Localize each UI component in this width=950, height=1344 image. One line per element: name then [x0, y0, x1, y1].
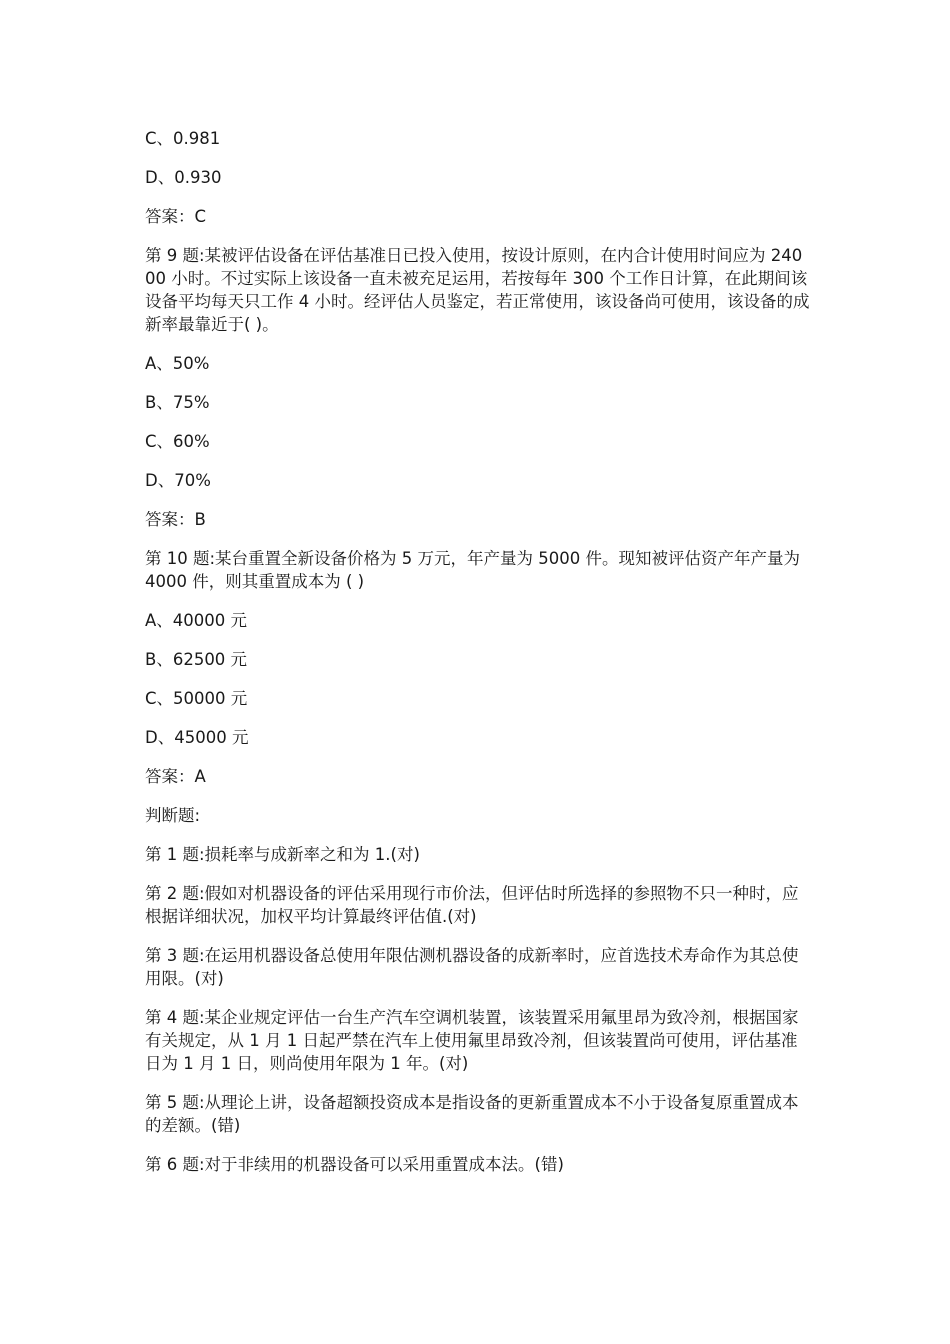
- section-heading-true-false: 判断题:: [145, 806, 201, 825]
- q10-answer: 答案：A: [145, 767, 206, 786]
- q10-option-d: D、45000 元: [145, 728, 249, 747]
- document-body: [145, 127, 810, 1192]
- answer-previous: 答案：C: [145, 207, 207, 226]
- q10-option-b: B、62500 元: [145, 650, 248, 669]
- tf-question-5: 第 5 题:从理论上讲，设备超额投资成本是指设备的更新重置成本不小于设备复原重置成本的差额。(错): [145, 1093, 799, 1135]
- tf-question-6: 第 6 题:对于非续用的机器设备可以采用重置成本法。(错): [145, 1155, 564, 1174]
- q9-answer: 答案：B: [145, 510, 206, 529]
- q9-option-c: C、60%: [145, 432, 210, 451]
- question-9: 第 9 题:某被评估设备在评估基准日已投入使用，按设计原则，在内合计使用时间应为 24000 小时。不过实际上该设备一直未被充足运用，若按每年 300 个工作日计算，在此期间该设备平均每天只工作 4 小时。经评估人员鉴定，若正常使用，该设备尚可使用，该设备的成新率最靠近于( )。: [145, 246, 810, 334]
- option-d-previous: D、0.930: [145, 168, 222, 187]
- option-c-previous: C、0.981: [145, 129, 221, 148]
- q9-option-d: D、70%: [145, 471, 211, 490]
- tf-question-3: 第 3 题:在运用机器设备总使用年限估测机器设备的成新率时，应首选技术寿命作为其总使用限。(对): [145, 946, 799, 988]
- tf-question-4: 第 4 题:某企业规定评估一台生产汽车空调机装置，该装置采用氟里昂为致冷剂，根据国家有关规定，从 1 月 1 日起严禁在汽车上使用氟里昂致冷剂，但该装置尚可使用，评估基准日为 1 月 1 日，则尚使用年限为 1 年。(对): [145, 1008, 799, 1073]
- q9-option-b: B、75%: [145, 393, 210, 412]
- question-10: 第 10 题:某台重置全新设备价格为 5 万元，年产量为 5000 件。现知被评估资产年产量为 4000 件，则其重置成本为 ( ): [145, 549, 801, 591]
- q9-option-a: A、50%: [145, 354, 210, 373]
- tf-question-1: 第 1 题:损耗率与成新率之和为 1.(对): [145, 845, 420, 864]
- q10-option-a: A、40000 元: [145, 611, 248, 630]
- q10-option-c: C、50000 元: [145, 689, 248, 708]
- tf-question-2: 第 2 题:假如对机器设备的评估采用现行市价法，但评估时所选择的参照物不只一种时，应根据详细状况，加权平均计算最终评估值.(对): [145, 884, 799, 926]
